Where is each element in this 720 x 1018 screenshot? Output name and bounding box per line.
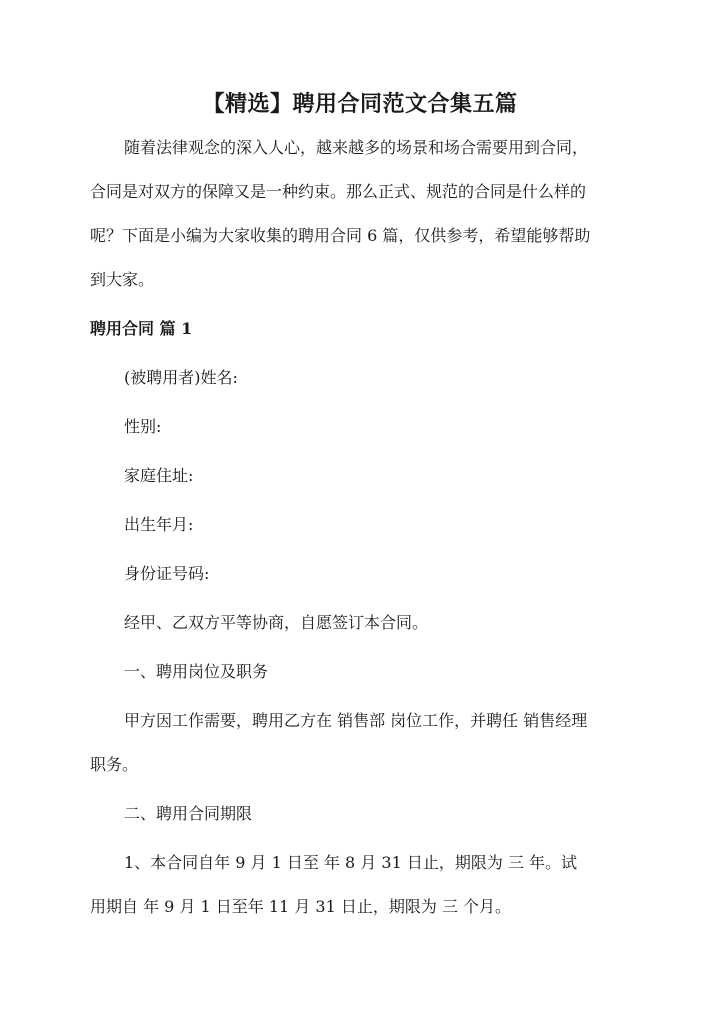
part1-body-line-2: 职务。 xyxy=(90,755,139,774)
intro-line-1: 随着法律观念的深入人心，越来越多的场景和场合需要用到合同， xyxy=(124,138,589,157)
part2-heading: 二、聘用合同期限 xyxy=(124,804,253,823)
section-heading: 聘用合同 篇 1 xyxy=(90,319,193,338)
document-title: 【精选】聘用合同范文合集五篇 xyxy=(202,91,518,117)
part1-heading: 一、聘用岗位及职务 xyxy=(124,662,269,681)
part2-item1-line-2: 用期自 年 9 月 1 日至年 11 月 31 日止，期限为 三 个月。 xyxy=(90,897,512,916)
field-birth: 出生年月: xyxy=(124,515,194,534)
agreement-text: 经甲、乙双方平等协商，自愿签订本合同。 xyxy=(124,613,429,632)
field-address: 家庭住址: xyxy=(124,466,194,485)
part2-item1-line-1: 1、本合同自年 9 月 1 日至 年 8 月 31 日止，期限为 三 年。试 xyxy=(124,853,578,872)
intro-line-4: 到大家。 xyxy=(90,270,155,289)
intro-line-2: 合同是对双方的保障又是一种约束。那么正式、规范的合同是什么样的 xyxy=(90,182,587,201)
field-id-number: 身份证号码: xyxy=(124,564,210,583)
field-gender: 性别: xyxy=(124,417,162,436)
intro-line-3: 呢？下面是小编为大家收集的聘用合同 6 篇，仅供参考，希望能够帮助 xyxy=(90,226,591,245)
field-name: (被聘用者)姓名: xyxy=(124,368,238,387)
part1-body-line-1: 甲方因工作需要，聘用乙方在 销售部 岗位工作，并聘任 销售经理 xyxy=(124,711,588,730)
